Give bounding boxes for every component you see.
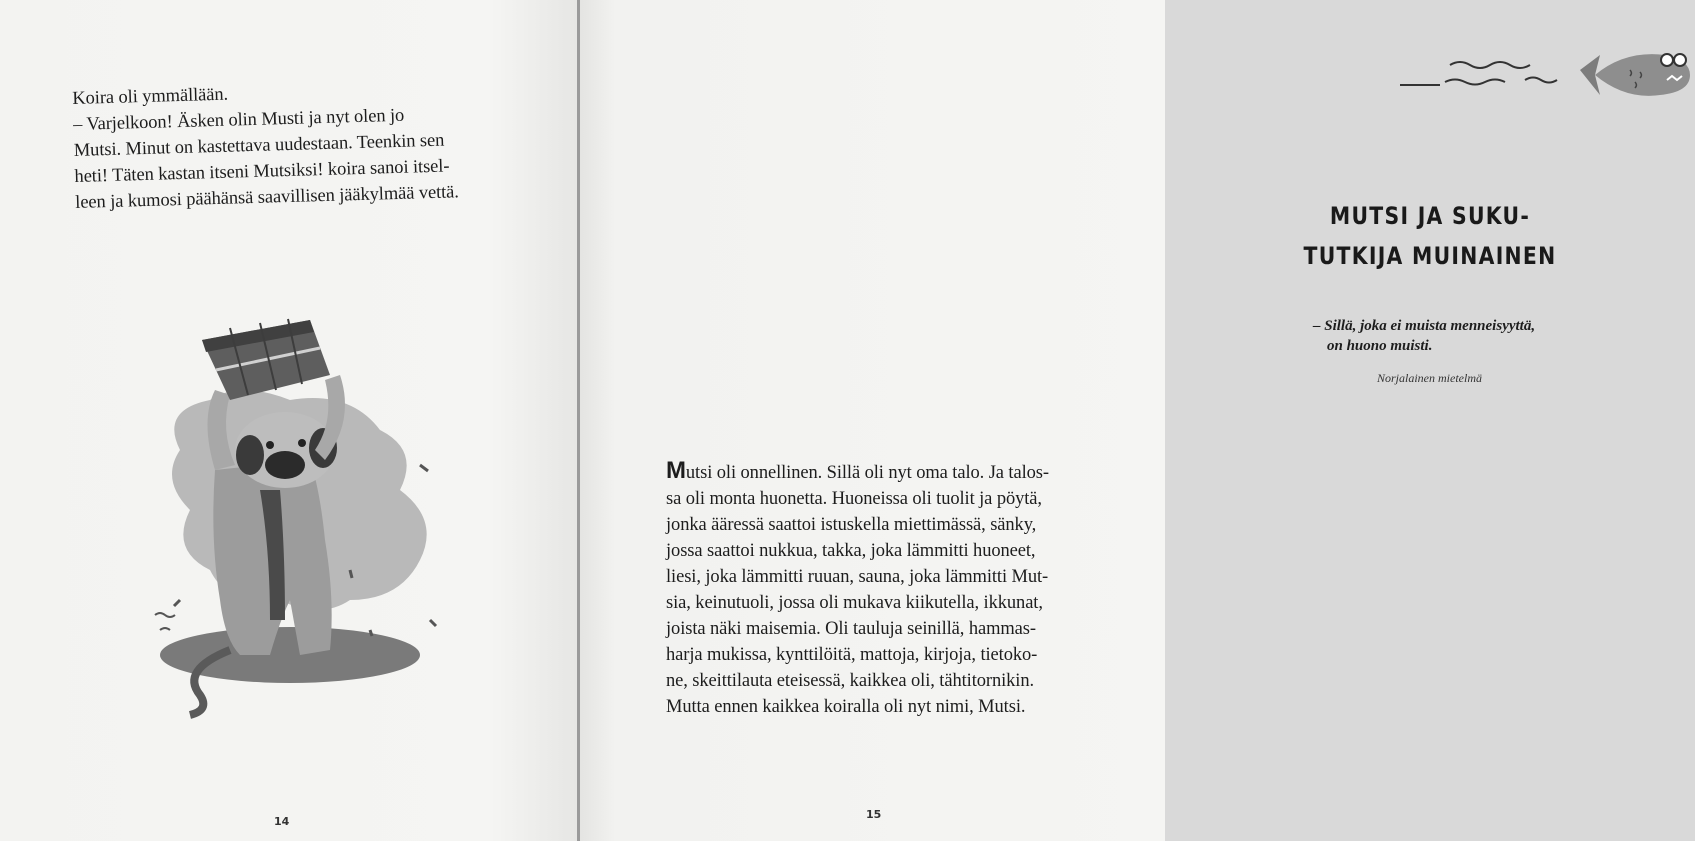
text-line: heti! Täten kastan itseni Mutsiksi! koira sanoi itsel-: [74, 156, 450, 187]
text-line: sia, keinutuoli, jossa oli mukava kiikutella, ikkunat,: [666, 593, 1043, 613]
text-line: leen ja kumosi päähänsä saavillisen jääkylmää vettä.: [74, 182, 460, 213]
page-number: 15: [866, 808, 882, 821]
first-line-rest: utsi oli onnellinen. Sillä oli nyt oma talo. Ja talos-: [685, 463, 1049, 483]
page-number: 14: [274, 815, 290, 828]
text-line: – Varjelkoon! Äsken olin Musti ja nyt olen jo: [72, 105, 405, 135]
text-line: Mutta ennen kaikkea koiralla oli nyt nimi, Mutsi.: [666, 697, 1026, 717]
epigraph-line: – Sillä, joka ei muista menneisyyttä,: [1313, 318, 1536, 334]
text-line: Mutsi. Minut on kastettava uudestaan. Teenkin sen: [73, 130, 445, 161]
chapter-title: [1303, 196, 1558, 276]
chapter-title-line: MUTSI JA SUKU-: [1329, 202, 1531, 230]
chapter-title-line: TUTKIJA MUINAINEN: [1303, 242, 1557, 270]
text-line: ne, skeittilauta eteisessä, kaikkea oli, tähtitornikin.: [666, 671, 1034, 691]
dog-pouring-water-bucket-illustration-icon: [120, 300, 480, 720]
text-line: [666, 458, 1086, 486]
fish-with-waves-icon: [1395, 40, 1695, 110]
epigraph-attribution: Norjalainen mietelmä: [1377, 371, 1482, 385]
left-page: [0, 0, 578, 841]
left-page-paragraph: [72, 74, 495, 216]
epigraph: [1313, 316, 1613, 356]
text-line: sa oli monta huonetta. Huoneissa oli tuolit ja pöytä,: [666, 489, 1042, 509]
epigraph-line: on huono muisti.: [1327, 338, 1433, 354]
text-line: joista näki maisemia. Oli tauluja seinillä, hammas-: [666, 619, 1036, 639]
right-page-paragraph: [666, 458, 1086, 720]
text-line: jossa saattoi nukkua, takka, joka lämmitti huoneet,: [666, 541, 1036, 561]
text-line: harja mukissa, kynttilöitä, mattoja, kirjoja, tietoko-: [666, 645, 1038, 665]
drop-cap: M: [666, 457, 686, 484]
text-line: jonka ääressä saattoi istuskella miettimässä, sänky,: [666, 515, 1037, 535]
text-line: Koira oli ymmällään.: [72, 84, 229, 109]
text-line: liesi, joka lämmitti ruuan, sauna, joka lämmitti Mut-: [666, 567, 1049, 587]
